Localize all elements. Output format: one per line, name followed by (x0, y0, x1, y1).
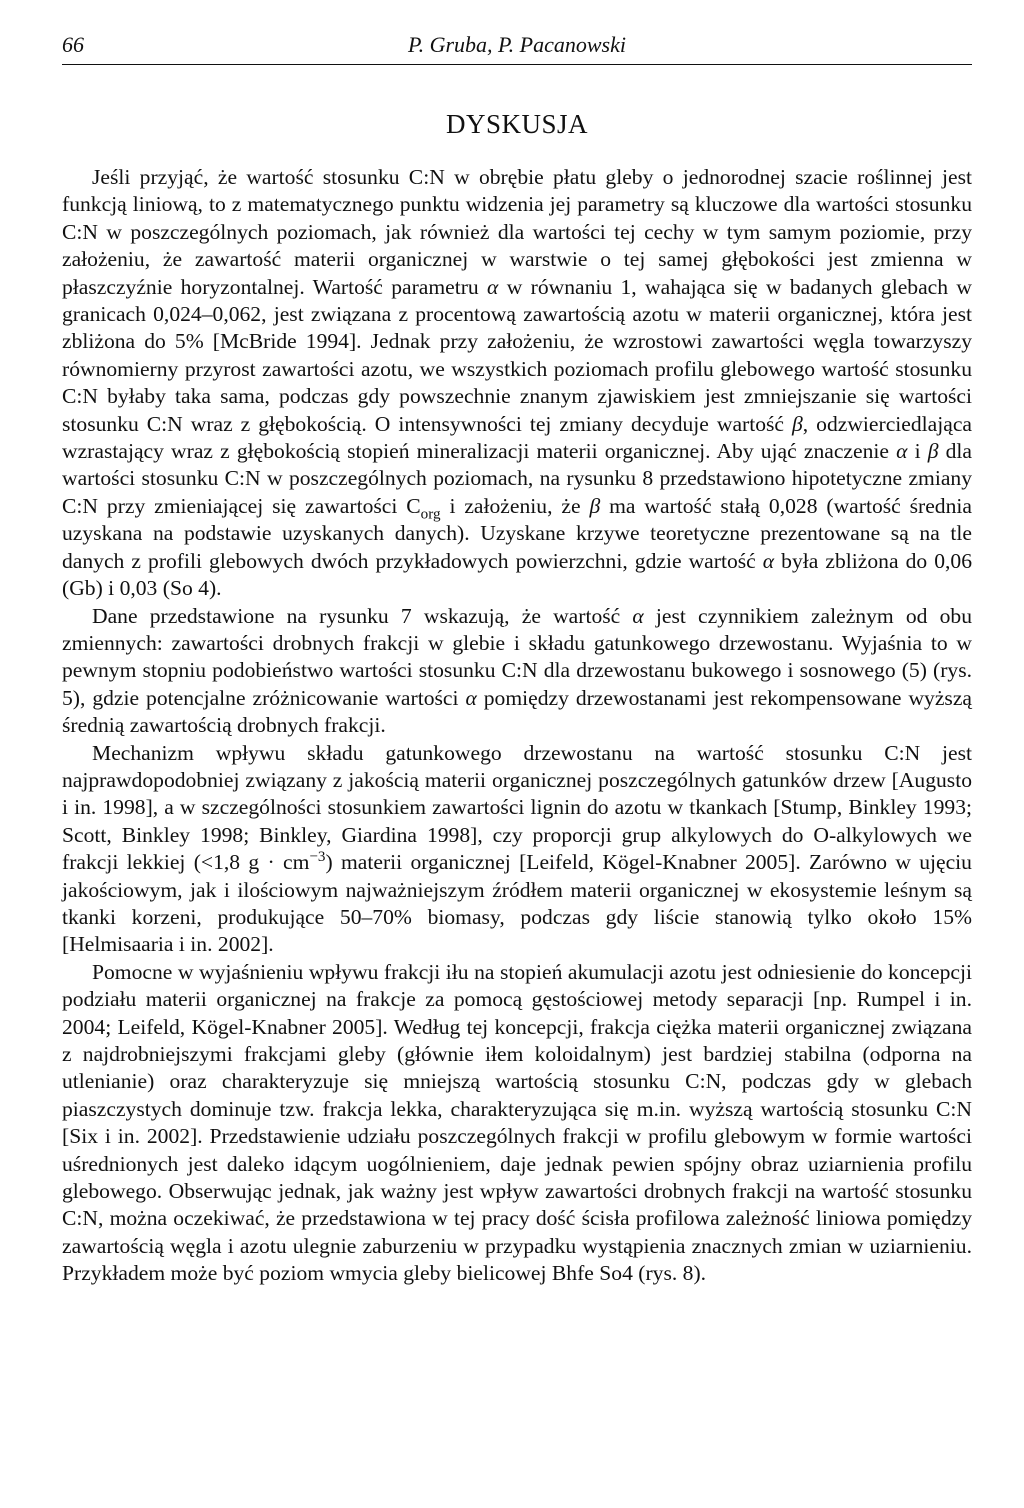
text-run: jest czynnikiem zależnym od obu zmiennych: zawartości drobnych frakcji w glebie i składu gatunkowego drzewostanu. Wyjaśnia to w pewnym stopniu podobieństwo wartości stosunku C:N dla drzewostanu bukowego i sosnowego (5) (rys. 5), gdzie potencjalne zróżnicowanie wartości (62, 603, 972, 710)
paragraph (62, 603, 972, 740)
paragraph (62, 959, 972, 1288)
math-symbol: α (632, 603, 644, 628)
text-run: ma wartość stałą 0,028 (wartość średnia uzyskana na podstawie uzyskanych danych). Uzyskane krzywe teoretyczne prezentowane są na tle danych z profili glebowych dwóch przykładowych powierzchni, gdzie wartość (62, 493, 972, 573)
page-number: 66 (62, 32, 84, 57)
text-run: pomiędzy drzewostanami jest rekompensowane wyższą średnią zawartością drobnych frakcji. (62, 685, 972, 738)
math-symbol: α (896, 439, 908, 464)
math-symbol: β (927, 439, 939, 464)
subscript: org (420, 506, 441, 523)
math-symbol: β (589, 493, 601, 518)
text-run: w równaniu 1, wahająca się w badanych glebach w granicach 0,024–0,062, jest związana z procentową zawartością azotu w materii organicznej, która jest zbliżona do 5% [McBride 1994]. Jednak przy założeniu, że wzrostowi zawartości węgla towarzyszy równomierny przyrost zawartości azotu, we wszystkich poziomach profilu glebowego wartość stosunku C:N byłaby taka sama, podczas gdy powszechnie znanym zjawiskiem jest zmniejszanie się wartości stosunku C:N wraz z głębokością. O intensywności tej zmiany decyduje wartość (62, 274, 972, 436)
text-run: Jeśli przyjąć, że wartość stosunku C:N w obrębie płatu gleby o jednorodnej szacie roślinnej jest funkcją liniową, to z matematycznego punktu widzenia jej parametry są kluczowe dla wartości stosunku C:N w poszczególnych poziomach, jak również dla wartości tej cechy w tym samym poziomie, przy założeniu, że zawartość materii organicznej w warstwie o tej samej głębokości jest zmienna w płaszczyźnie horyzontalnej. Wartość parametru (62, 165, 972, 299)
body-text (62, 164, 972, 1288)
running-head (62, 26, 972, 65)
text-run: ) materii organicznej [Leifeld, Kögel-Knabner 2005]. Zarówno w ujęciu jakościowym, jak i ilościowym najważniejszym źródłem materii organicznej w ekosystemie leśnym są tkanki korzeni, produkujące 50–70% biomasy, podczas gdy liście stanowią tylko około 15% [Helmisaaria i in. 2002]. (62, 850, 972, 957)
math-symbol: α (465, 685, 477, 710)
paragraph (62, 740, 972, 959)
text-run: Pomocne w wyjaśnieniu wpływu frakcji iłu na stopień akumulacji azotu jest odniesienie do koncepcji podziału materii organicznej na frakcje za pomocą gęstościowej metody separacji [np. Rumpel i in. 2004; Leifeld, Kögel-Knabner 2005]. Według tej koncepcji, frakcja ciężka materii organicznej związana z najdrobniejszymi frakcjami gleby (głównie iłem koloidalnym) jest bardziej stabilna (odporna na utlenianie) oraz charakteryzuje się mniejszą wartością stosunku C:N, podczas gdy w glebach piaszczystych dominuje tzw. frakcja lekka, charakteryzująca się m.in. wyższą wartością stosunku C:N [Six i in. 2002]. Przedstawienie udziału poszczególnych frakcji w profilu glebowym w formie wartości uśrednionych jest daleko idącym uogólnieniem, daje jednak pewien spójny obraz uziarnienia profilu glebowego. Obserwując jednak, jak ważny jest wpływ zawartości drobnych frakcji na wartość stosunku C:N, można oczekiwać, że przedstawiona w tej pracy dość ścisła profilowa zależność liniowa pomiędzy zawartością węgla i azotu ulegnie zaburzeniu w przypadku wystąpienia znacznych zmian w uziarnieniu. Przykładem może być poziom wmycia gleby bielicowej Bhfe So4 (rys. 8). (62, 959, 972, 1286)
text-run: , odzwierciedlająca wzrastający wraz z głębokością stopień mineralizacji materii organicznej. Aby ująć znaczenie (62, 411, 972, 464)
math-symbol: α (487, 274, 499, 299)
text-run: była zbliżona do 0,06 (Gb) i 0,03 (So 4). (62, 548, 972, 601)
text-run: Mechanizm wpływu składu gatunkowego drzewostanu na wartość stosunku C:N jest najprawdopodobniej związany z jakością materii organicznej poszczególnych gatunków drzew [Augusto i in. 1998], a w szczególności stosunkiem zawartości lignin do azotu w tkankach [Stump, Binkley 1993; Scott, Binkley 1998; Binkley, Giardina 1998], czy proporcji grup alkylowych do O-alkylowych we frakcji lekkiej (<1,8 g · cm (62, 740, 972, 875)
math-symbol: β (792, 411, 803, 436)
paragraph (62, 164, 972, 603)
page (62, 26, 972, 1288)
text-run: i założeniu, że (440, 493, 590, 518)
math-symbol: α (762, 548, 775, 573)
section-title: DYSKUSJA (445, 109, 589, 139)
text-run: dla wartości stosunku C:N w poszczególnych poziomach, na rysunku 8 przedstawiono hipotetyczne zmiany C:N przy zmieniającej się zawartości C (62, 439, 973, 518)
text-run: i (907, 439, 928, 464)
text-run: Dane przedstawione na rysunku 7 wskazują, że wartość (92, 603, 633, 628)
running-head-authors: P. Gruba, P. Pacanowski (408, 32, 626, 57)
superscript: −3 (309, 848, 326, 865)
